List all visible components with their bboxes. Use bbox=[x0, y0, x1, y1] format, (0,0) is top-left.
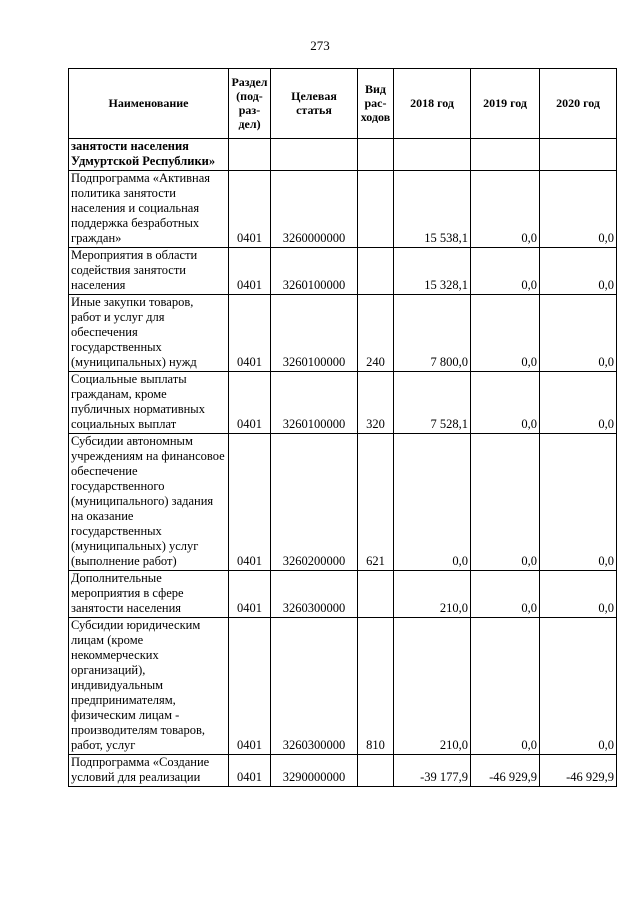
header-2018: 2018 год bbox=[394, 69, 471, 139]
cell-expense-type: 810 bbox=[358, 618, 394, 755]
table-row bbox=[69, 171, 617, 248]
cell-expense-type bbox=[358, 755, 394, 787]
header-section: Раздел (под-раз-дел) bbox=[229, 69, 271, 139]
cell-name: Подпрограмма «Активная политика занятости населения и социальная поддержка безработных граждан» bbox=[69, 171, 229, 248]
cell-2019: 0,0 bbox=[471, 571, 540, 618]
cell-article: 3260000000 bbox=[271, 171, 358, 248]
cell-name: Субсидии юридическим лицам (кроме некоммерческих организаций), индивидуальным предпринимателям, физическим лицам - производителям товаров, работ, услуг bbox=[69, 618, 229, 755]
cell-2018: 7 800,0 bbox=[394, 295, 471, 372]
cell-2018: 0,0 bbox=[394, 434, 471, 571]
cell-expense-type: 621 bbox=[358, 434, 394, 571]
cell-expense-type bbox=[358, 248, 394, 295]
cell-name: Подпрограмма «Создание условий для реализации bbox=[69, 755, 229, 787]
cell-2019: 0,0 bbox=[471, 248, 540, 295]
table-row bbox=[69, 571, 617, 618]
cell-2020: 0,0 bbox=[540, 295, 617, 372]
cell-section: 0401 bbox=[229, 248, 271, 295]
cell-article: 3260300000 bbox=[271, 571, 358, 618]
table-row bbox=[69, 755, 617, 787]
cell-2019: 0,0 bbox=[471, 618, 540, 755]
cell-expense-type: 240 bbox=[358, 295, 394, 372]
cell-2018: 15 328,1 bbox=[394, 248, 471, 295]
cell-section bbox=[229, 139, 271, 171]
cell-article: 3260200000 bbox=[271, 434, 358, 571]
cell-article: 3260100000 bbox=[271, 248, 358, 295]
cell-expense-type bbox=[358, 171, 394, 248]
cell-2019: 0,0 bbox=[471, 295, 540, 372]
cell-article: 3260100000 bbox=[271, 295, 358, 372]
table-row bbox=[69, 248, 617, 295]
header-2019: 2019 год bbox=[471, 69, 540, 139]
cell-article bbox=[271, 139, 358, 171]
cell-2020 bbox=[540, 139, 617, 171]
header-expense-type: Вид рас-ходов bbox=[358, 69, 394, 139]
cell-article: 3290000000 bbox=[271, 755, 358, 787]
cell-name: Социальные выплаты гражданам, кроме публичных нормативных социальных выплат bbox=[69, 372, 229, 434]
table-row bbox=[69, 139, 617, 171]
page-number: 273 bbox=[310, 38, 330, 53]
header-article: Целевая статья bbox=[271, 69, 358, 139]
cell-section: 0401 bbox=[229, 571, 271, 618]
cell-2019: 0,0 bbox=[471, 372, 540, 434]
cell-2019 bbox=[471, 139, 540, 171]
cell-2018: 210,0 bbox=[394, 571, 471, 618]
cell-name: занятости населения Удмуртской Республики» bbox=[69, 139, 229, 171]
header-2020: 2020 год bbox=[540, 69, 617, 139]
cell-article: 3260300000 bbox=[271, 618, 358, 755]
cell-name: Мероприятия в области содействия занятости населения bbox=[69, 248, 229, 295]
cell-section: 0401 bbox=[229, 171, 271, 248]
table-row bbox=[69, 372, 617, 434]
cell-2020: 0,0 bbox=[540, 571, 617, 618]
budget-table bbox=[68, 68, 617, 787]
table-row bbox=[69, 434, 617, 571]
cell-section: 0401 bbox=[229, 372, 271, 434]
cell-2019: 0,0 bbox=[471, 171, 540, 248]
cell-2019: 0,0 bbox=[471, 434, 540, 571]
table-body bbox=[69, 139, 617, 787]
cell-name: Дополнительные мероприятия в сфере занятости населения bbox=[69, 571, 229, 618]
cell-2018: 15 538,1 bbox=[394, 171, 471, 248]
cell-section: 0401 bbox=[229, 618, 271, 755]
header-name: Наименование bbox=[69, 69, 229, 139]
cell-2020: 0,0 bbox=[540, 248, 617, 295]
cell-section: 0401 bbox=[229, 755, 271, 787]
table-row bbox=[69, 295, 617, 372]
cell-2018 bbox=[394, 139, 471, 171]
cell-name: Иные закупки товаров, работ и услуг для обеспечения государственных (муниципальных) нужд bbox=[69, 295, 229, 372]
cell-2020: 0,0 bbox=[540, 434, 617, 571]
cell-2019: -46 929,9 bbox=[471, 755, 540, 787]
cell-2020: 0,0 bbox=[540, 171, 617, 248]
cell-section: 0401 bbox=[229, 295, 271, 372]
table-row bbox=[69, 618, 617, 755]
cell-section: 0401 bbox=[229, 434, 271, 571]
cell-expense-type bbox=[358, 571, 394, 618]
table-header-row bbox=[69, 69, 617, 139]
cell-2018: 7 528,1 bbox=[394, 372, 471, 434]
cell-2020: -46 929,9 bbox=[540, 755, 617, 787]
cell-expense-type: 320 bbox=[358, 372, 394, 434]
cell-2020: 0,0 bbox=[540, 618, 617, 755]
cell-name: Субсидии автономным учреждениям на финансовое обеспечение государственного (муниципального) задания на оказание государственных (муниципальных) услуг (выполнение работ) bbox=[69, 434, 229, 571]
cell-2020: 0,0 bbox=[540, 372, 617, 434]
cell-article: 3260100000 bbox=[271, 372, 358, 434]
cell-2018: -39 177,9 bbox=[394, 755, 471, 787]
cell-2018: 210,0 bbox=[394, 618, 471, 755]
cell-expense-type bbox=[358, 139, 394, 171]
